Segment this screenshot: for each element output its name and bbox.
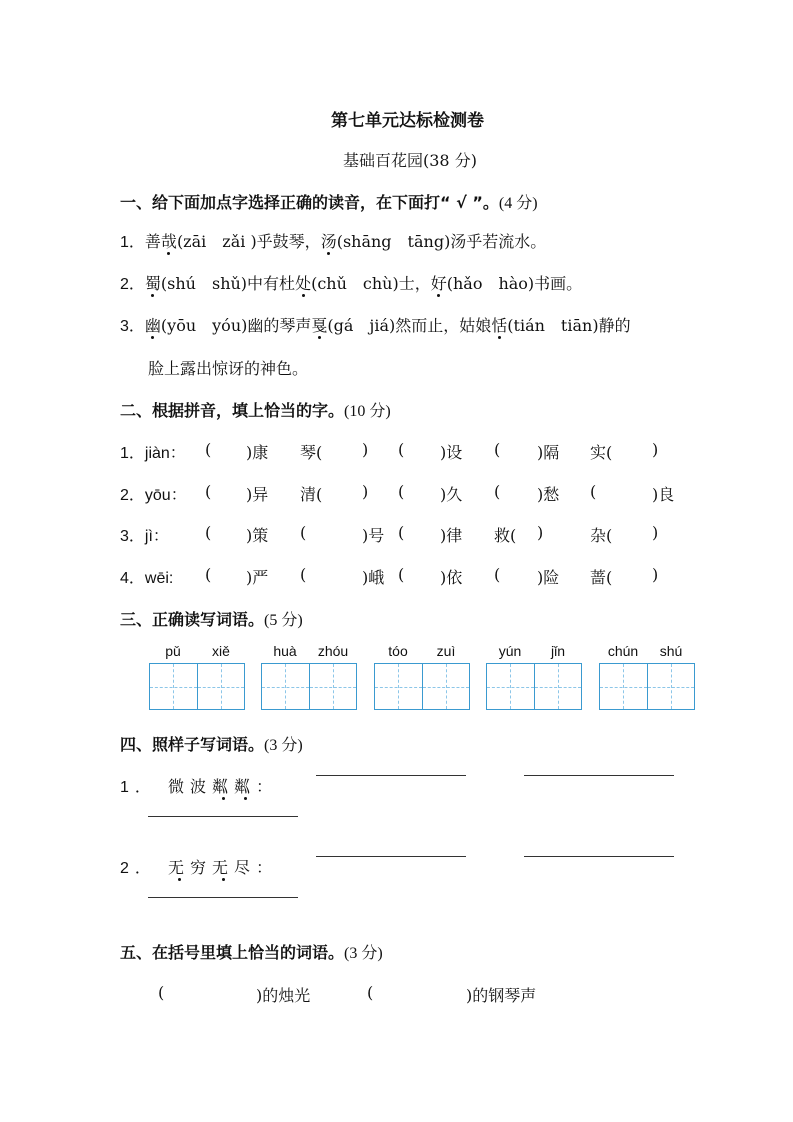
fill-cell: ( bbox=[494, 440, 501, 459]
text: (yōu yóu)幽的琴声 bbox=[160, 316, 312, 335]
text: 微 bbox=[168, 777, 191, 796]
row-label: 4．wēi: bbox=[120, 570, 174, 587]
dotted-char: 无 bbox=[168, 858, 191, 877]
points: (4 分) bbox=[498, 195, 538, 212]
fill-cell: )久 bbox=[440, 485, 463, 504]
grid-cell[interactable] bbox=[150, 664, 198, 709]
fill-cell: ) bbox=[537, 523, 544, 542]
answer-blank[interactable] bbox=[524, 856, 674, 857]
section-5-heading bbox=[120, 940, 383, 963]
points: (10 分) bbox=[344, 403, 391, 420]
pinyin-label: zhóu bbox=[317, 643, 349, 659]
text: (tián tiān)静的 bbox=[507, 316, 631, 335]
pinyin-label: pǔ bbox=[165, 643, 181, 659]
grid-cell[interactable] bbox=[600, 664, 648, 709]
text: (shú shǔ)中有杜 bbox=[160, 274, 296, 293]
section-4-heading bbox=[120, 732, 303, 755]
s1-question-3 bbox=[120, 313, 631, 336]
fill-cell: 蔷( bbox=[590, 568, 613, 587]
s1-question-2 bbox=[120, 271, 582, 294]
pinyin-label: shú bbox=[659, 643, 683, 659]
answer-blank[interactable] bbox=[316, 775, 466, 776]
row-label: 3．jì： bbox=[120, 528, 169, 545]
fill-cell: )设 bbox=[440, 443, 463, 462]
q-number: 1． bbox=[120, 234, 145, 251]
s5-item-text: )的钢琴声 bbox=[466, 986, 537, 1005]
fill-cell: 杂( bbox=[590, 526, 613, 545]
section-3-heading bbox=[120, 607, 303, 630]
grid-cell[interactable] bbox=[487, 664, 535, 709]
q-number: 3． bbox=[120, 318, 145, 335]
points: (3 分) bbox=[264, 737, 303, 754]
pinyin-label: jǐn bbox=[550, 643, 565, 659]
text: 善 bbox=[144, 232, 161, 251]
section-1-heading bbox=[120, 190, 538, 213]
fill-cell: )康 bbox=[246, 443, 269, 462]
fill-cell: ) bbox=[652, 523, 659, 542]
s5-open-paren: ( bbox=[158, 983, 165, 1002]
heading-text: 一、给下面加点字选择正确的读音，在下面打“ √ ”。 bbox=[120, 193, 499, 212]
s1-question-3-cont: 脸上露出惊讶的神色。 bbox=[148, 359, 309, 378]
grid-cell[interactable] bbox=[198, 664, 245, 709]
heading-text: 二、根据拼音，填上恰当的字。 bbox=[120, 401, 345, 420]
fill-cell: )严 bbox=[246, 568, 269, 587]
text: (gá jiá)然而止，姑娘 bbox=[327, 316, 492, 335]
heading-text: 五、在括号里填上恰当的词语。 bbox=[120, 943, 345, 962]
heading-text: 三、正确读写词语。 bbox=[120, 610, 265, 629]
heading-text: 四、照样子写词语。 bbox=[120, 735, 265, 754]
fill-cell: ) bbox=[652, 565, 659, 584]
grid-cell[interactable] bbox=[648, 664, 695, 709]
pinyin-label: yún bbox=[498, 643, 522, 659]
dotted-char: 戛 bbox=[311, 316, 328, 335]
row-label: 2．yōu： bbox=[120, 487, 187, 504]
fill-cell: ) bbox=[362, 440, 369, 459]
fill-cell: )律 bbox=[440, 526, 463, 545]
fill-cell: ( bbox=[398, 440, 405, 459]
pinyin-label: xiě bbox=[212, 643, 230, 659]
fill-cell: ( bbox=[205, 440, 212, 459]
grid-cell[interactable] bbox=[535, 664, 582, 709]
writing-grid[interactable] bbox=[149, 663, 245, 710]
answer-blank[interactable] bbox=[524, 775, 674, 776]
fill-cell: 实( bbox=[590, 443, 613, 462]
dotted-char: 粼 bbox=[212, 777, 235, 796]
pinyin-label: chún bbox=[607, 643, 639, 659]
answer-blank[interactable] bbox=[148, 897, 298, 898]
text: (chǔ chù)士， bbox=[311, 274, 431, 293]
fill-cell: )良 bbox=[652, 485, 675, 504]
q-number: 2． bbox=[120, 860, 157, 877]
fill-cell: ( bbox=[205, 482, 212, 501]
text: (shāng tāng)汤乎若流水。 bbox=[336, 232, 547, 251]
fill-cell: ( bbox=[300, 523, 307, 542]
fill-cell: ) bbox=[362, 482, 369, 501]
text: (zāi zǎi )乎鼓琴， bbox=[176, 232, 321, 251]
answer-blank[interactable] bbox=[316, 856, 466, 857]
page-subtitle: 基础百花园(38 分) bbox=[343, 151, 477, 170]
grid-cell[interactable] bbox=[310, 664, 357, 709]
s5-item-text: )的烛光 bbox=[256, 986, 311, 1005]
fill-cell: )号 bbox=[362, 526, 385, 545]
fill-cell: 琴( bbox=[300, 443, 323, 462]
points: (5 分) bbox=[264, 612, 303, 629]
fill-cell: )险 bbox=[537, 568, 560, 587]
dotted-char: 哉 bbox=[160, 232, 177, 251]
dotted-char: 处 bbox=[295, 274, 312, 293]
pinyin-label: huà bbox=[273, 643, 297, 659]
dotted-char: 恬 bbox=[491, 316, 508, 335]
fill-cell: ( bbox=[398, 523, 405, 542]
pinyin-label: tóo bbox=[388, 643, 408, 659]
row-label: 1．jiàn： bbox=[120, 445, 186, 462]
fill-cell: )隔 bbox=[537, 443, 560, 462]
writing-grid[interactable] bbox=[486, 663, 582, 710]
grid-cell[interactable] bbox=[262, 664, 310, 709]
fill-cell: ( bbox=[398, 482, 405, 501]
fill-cell: 清( bbox=[300, 485, 323, 504]
q-number: 2． bbox=[120, 276, 145, 293]
grid-cell[interactable] bbox=[423, 664, 470, 709]
text: (hǎo hào)书画。 bbox=[446, 274, 583, 293]
fill-cell: )依 bbox=[440, 568, 463, 587]
fill-cell: ( bbox=[398, 565, 405, 584]
dotted-char: 无 bbox=[212, 858, 235, 877]
text: 尽 bbox=[234, 858, 257, 877]
fill-cell: ) bbox=[652, 440, 659, 459]
q-number: 1． bbox=[120, 779, 157, 796]
writing-grid[interactable] bbox=[599, 663, 695, 710]
answer-blank[interactable] bbox=[148, 816, 298, 817]
colon: ： bbox=[256, 777, 279, 796]
fill-cell: ( bbox=[494, 565, 501, 584]
fill-cell: ( bbox=[300, 565, 307, 584]
dotted-char: 汤 bbox=[320, 232, 337, 251]
writing-grid[interactable] bbox=[261, 663, 357, 710]
fill-cell: )峨 bbox=[362, 568, 385, 587]
fill-cell: ( bbox=[205, 565, 212, 584]
fill-cell: )异 bbox=[246, 485, 269, 504]
text: 波 bbox=[190, 777, 213, 796]
section-2-heading bbox=[120, 398, 391, 421]
text: 穷 bbox=[190, 858, 213, 877]
fill-cell: ( bbox=[494, 482, 501, 501]
s1-question-1 bbox=[120, 229, 546, 252]
dotted-char: 粼 bbox=[234, 777, 257, 796]
page-title: 第七单元达标检测卷 bbox=[331, 111, 484, 131]
s4-question-1 bbox=[120, 774, 278, 797]
grid-cell[interactable] bbox=[375, 664, 423, 709]
writing-grid[interactable] bbox=[374, 663, 470, 710]
dotted-char: 好 bbox=[430, 274, 447, 293]
fill-cell: )策 bbox=[246, 526, 269, 545]
dotted-char: 幽 bbox=[144, 316, 161, 335]
pinyin-label: zuì bbox=[436, 643, 456, 659]
s5-open-paren: ( bbox=[367, 983, 374, 1002]
fill-cell: )愁 bbox=[537, 485, 560, 504]
fill-cell: ( bbox=[590, 482, 597, 501]
dotted-char: 蜀 bbox=[144, 274, 161, 293]
points: (3 分) bbox=[344, 945, 383, 962]
fill-cell: 救( bbox=[494, 526, 517, 545]
fill-cell: ( bbox=[205, 523, 212, 542]
s4-question-2 bbox=[120, 855, 278, 878]
colon: ： bbox=[256, 858, 279, 877]
